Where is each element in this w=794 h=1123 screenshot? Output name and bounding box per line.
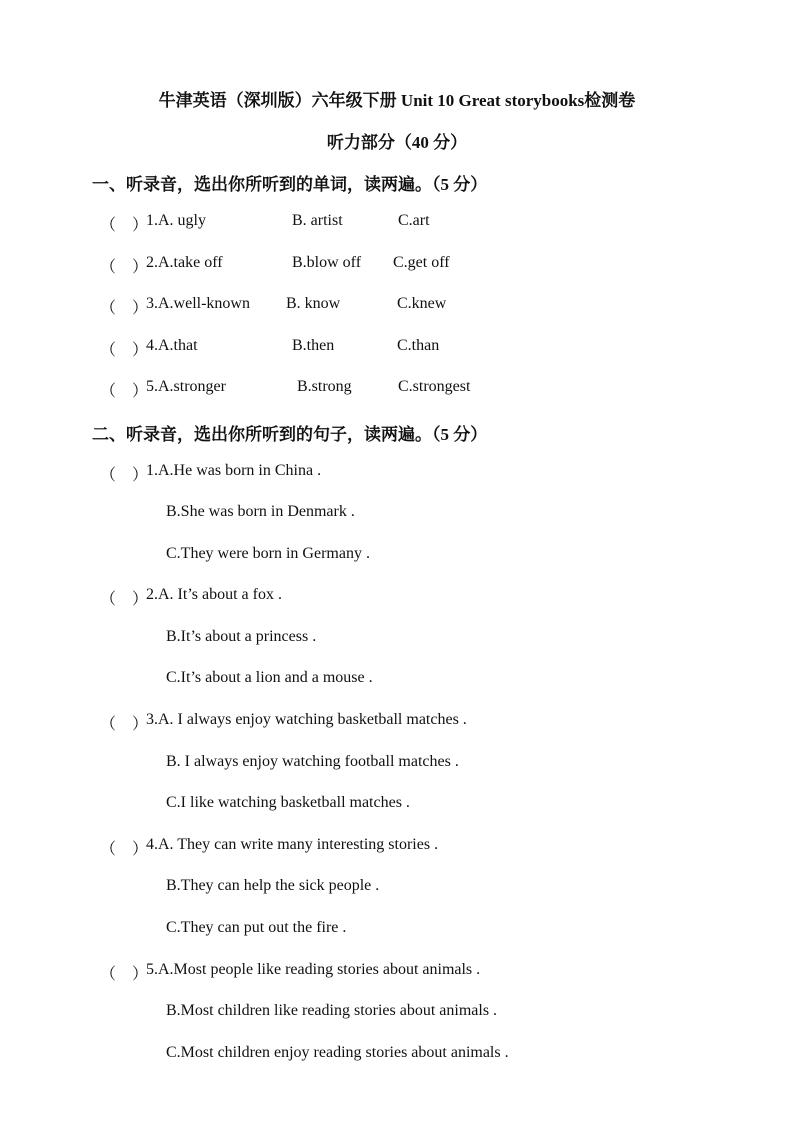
answer-blank[interactable]: （ ） bbox=[100, 467, 149, 484]
option-b: B. know bbox=[286, 295, 341, 312]
option-a: 3.A.well-known bbox=[146, 295, 250, 312]
option-c: C.knew bbox=[397, 295, 447, 312]
page-subtitle: 听力部分（40 分） bbox=[326, 133, 468, 152]
option-b: B.She was born in Denmark . bbox=[166, 503, 355, 520]
answer-blank[interactable]: （ ） bbox=[100, 342, 149, 359]
answer-blank[interactable]: （ ） bbox=[100, 716, 149, 733]
option-b: B.blow off bbox=[292, 254, 362, 271]
answer-blank[interactable]: （ ） bbox=[100, 300, 149, 317]
answer-blank[interactable]: （ ） bbox=[100, 841, 149, 858]
option-c: C.strongest bbox=[398, 378, 471, 395]
option-a: 5.A.Most people like reading stories about animals . bbox=[146, 961, 481, 978]
option-a: 2.A. It’s about a fox . bbox=[146, 586, 282, 603]
part1-heading: 一、听录音，选出你所听到的单词，读两遍。（5 分） bbox=[92, 175, 488, 194]
option-b: B. I always enjoy watching football matches . bbox=[166, 753, 459, 770]
option-c: C.Most children enjoy reading stories about animals . bbox=[166, 1044, 509, 1061]
option-a: 4.A. They can write many interesting stories . bbox=[146, 836, 439, 853]
option-a: 4.A.that bbox=[146, 337, 198, 354]
option-c: C.get off bbox=[393, 254, 450, 271]
option-c: C.than bbox=[397, 337, 440, 354]
option-c: C.They can put out the fire . bbox=[166, 919, 347, 936]
option-b: B.It’s about a princess . bbox=[166, 628, 317, 645]
option-a: 5.A.stronger bbox=[146, 378, 226, 395]
option-b: B.Most children like reading stories about animals . bbox=[166, 1002, 498, 1019]
option-b: B.then bbox=[292, 337, 335, 354]
page-title: 牛津英语（深圳版）六年级下册 Unit 10 Great storybooks检测卷 bbox=[158, 91, 636, 110]
option-a: 1.A. ugly bbox=[146, 212, 206, 229]
answer-blank[interactable]: （ ） bbox=[100, 591, 149, 608]
option-c: C.I like watching basketball matches . bbox=[166, 794, 410, 811]
option-b: B.They can help the sick people . bbox=[166, 877, 380, 894]
answer-blank[interactable]: （ ） bbox=[100, 383, 149, 400]
option-c: C.They were born in Germany . bbox=[166, 545, 370, 562]
option-a: 2.A.take off bbox=[146, 254, 223, 271]
part2-heading: 二、听录音，选出你所听到的句子，读两遍。（5 分） bbox=[92, 425, 488, 444]
answer-blank[interactable]: （ ） bbox=[100, 217, 149, 234]
option-a: 3.A. I always enjoy watching basketball matches . bbox=[146, 711, 467, 728]
option-b: B. artist bbox=[292, 212, 343, 229]
option-c: C.It’s about a lion and a mouse . bbox=[166, 669, 373, 686]
answer-blank[interactable]: （ ） bbox=[100, 966, 149, 983]
option-a: 1.A.He was born in China . bbox=[146, 462, 322, 479]
answer-blank[interactable]: （ ） bbox=[100, 259, 149, 276]
option-b: B.strong bbox=[297, 378, 352, 395]
option-c: C.art bbox=[398, 212, 430, 229]
